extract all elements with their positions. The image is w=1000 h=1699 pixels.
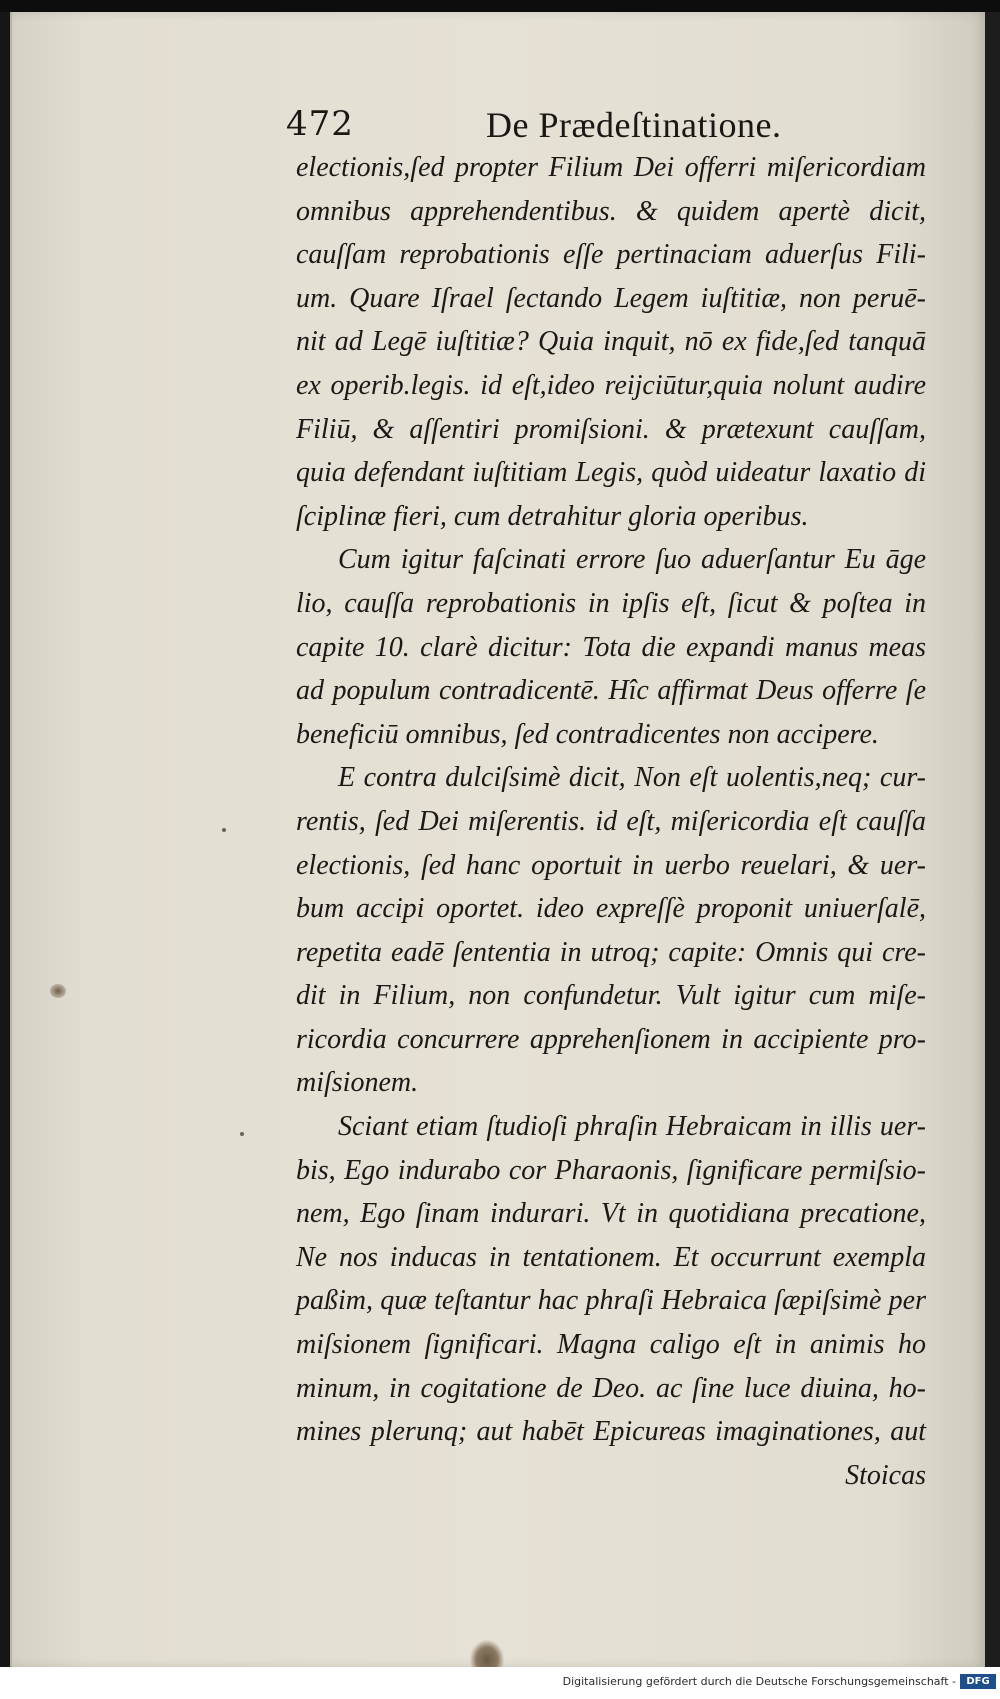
text-line: electionis,ſed propter Filium Dei offerri miſericordiam bbox=[296, 152, 926, 183]
text-line: ricordia concurrere apprehenſionem in accipiente pro- bbox=[296, 1023, 926, 1055]
text-line: bum accipi oportet. ideo expreſſè proponit uniuerſalē, bbox=[296, 893, 926, 925]
text-line: electionis, ſed hanc oportuit in uerbo reuelari, & uer- bbox=[296, 849, 926, 881]
page-number: 472 bbox=[286, 104, 354, 144]
text-line: repetita eadē ſententia in utroq; capite: Omnis qui cre- bbox=[296, 936, 926, 968]
digitization-credit: Digitalisierung gefördert durch die Deutsche Forschungsgemeinschaft - bbox=[562, 1675, 956, 1688]
text-line: capite 10. clarè dicitur: Tota die expandi manus meas bbox=[296, 631, 926, 663]
text-line: mines plerunq; aut habēt Epicureas imaginationes, aut bbox=[296, 1416, 926, 1448]
scan-top-edge bbox=[0, 0, 1000, 12]
text-line: rentis, ſed Dei miſerentis. id eſt, miſericordia eſt cauſſa bbox=[296, 805, 926, 837]
scan-right-edge bbox=[985, 12, 1000, 1667]
text-body bbox=[296, 146, 926, 1497]
text-line: Filiū, & aſſentiri promiſsioni. & prætexunt cauſſam, bbox=[296, 413, 926, 445]
stray-mark bbox=[240, 1132, 244, 1136]
text-line: lio, cauſſa reprobationis in ipſis eſt, ſicut & poſtea in bbox=[296, 587, 926, 619]
text-line: bis, Ego indurabo cor Pharaonis, ſignificare permiſsio- bbox=[296, 1154, 926, 1186]
text-line: E contra dulciſsimè dicit, Non eſt uolentis,neq; cur- bbox=[338, 762, 926, 794]
running-title: De Prædeſtinatione. bbox=[486, 105, 782, 145]
text-line: um. Quare Iſrael ſectando Legem iuſtitiæ, non peruē- bbox=[296, 282, 926, 314]
text-line: miſsionem. bbox=[296, 1067, 419, 1099]
text-line: nit ad Legē iuſtitiæ? Quia inquit, nō ex fide,ſed tanquā bbox=[296, 326, 926, 358]
dfg-logo: DFG bbox=[960, 1674, 996, 1689]
text-line: ſciplinæ fieri, cum detrahitur gloria operibus. bbox=[296, 500, 809, 532]
page-stain bbox=[50, 984, 66, 998]
text-line: Sciant etiam ſtudioſi phraſin Hebraicam in illis uer- bbox=[338, 1111, 926, 1143]
page-header bbox=[286, 104, 846, 152]
text-line: ad populum contradicentē. Hîc affirmat Deus offerre ſe bbox=[296, 675, 926, 707]
text-line: minum, in cogitatione de Deo. ac ſine luce diuina, ho- bbox=[296, 1372, 926, 1404]
text-line: dit in Filium, non confundetur. Vult igitur cum miſe- bbox=[296, 980, 926, 1012]
text-line: Ne nos inducas in tentationem. Et occurrunt exempla bbox=[296, 1241, 926, 1273]
text-line: miſsionem ſignificari. Magna caligo eſt in animis ho bbox=[296, 1329, 926, 1361]
text-line: paßim, quæ teſtantur hac phraſi Hebraica ſæpiſsimè per bbox=[296, 1285, 926, 1317]
text-line: quia defendant iuſtitiam Legis, quòd uideatur laxatio di bbox=[296, 457, 926, 489]
text-line: nem, Ego ſinam indurari. Vt in quotidiana precatione, bbox=[296, 1198, 926, 1230]
stray-mark bbox=[222, 828, 226, 832]
text-line: Cum igitur faſcinati errore ſuo aduerſantur Eu āge bbox=[338, 544, 926, 576]
text-line: omnibus apprehendentibus. & quidem apertè dicit, bbox=[296, 195, 926, 227]
catchword: Stoicas bbox=[845, 1459, 926, 1491]
footer-bar bbox=[0, 1667, 1000, 1699]
text-line: beneficiū omnibus, ſed contradicentes non accipere. bbox=[296, 718, 879, 750]
text-line: ex operib.legis. id eſt,ideo reijciūtur,quia nolunt audire bbox=[296, 369, 926, 401]
text-line: cauſſam reprobationis eſſe pertinaciam aduerſus Fili- bbox=[296, 239, 926, 271]
